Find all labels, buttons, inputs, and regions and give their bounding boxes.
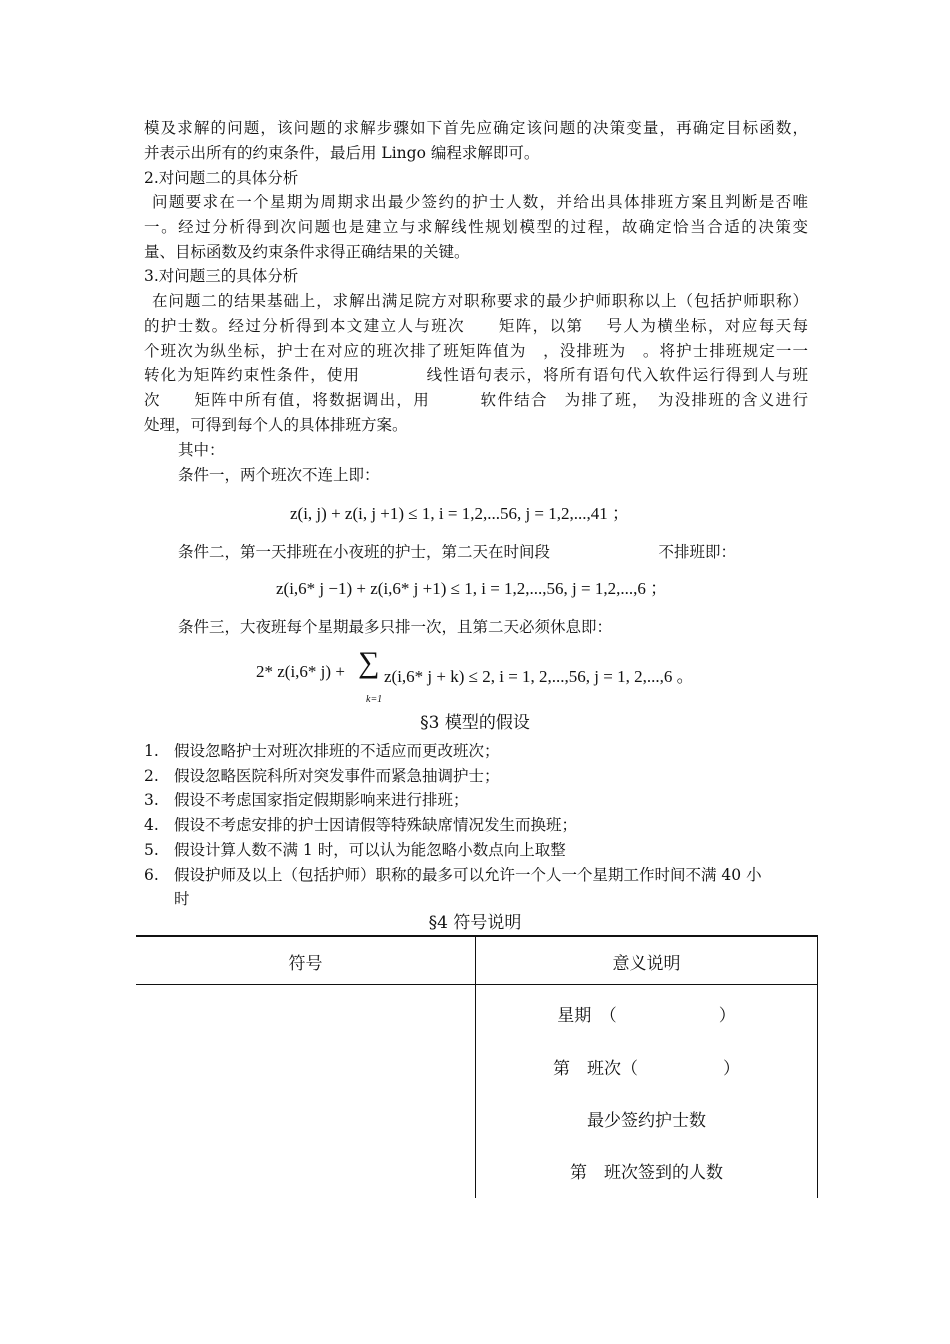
sec3-line3: 个班次为纵坐标，护士在对应的班次排了班矩阵值为 ，没排班为 。将护士排班规定一一 (144, 342, 808, 360)
table-right-border (817, 936, 818, 1198)
table-header-meaning: 意义说明 (612, 954, 681, 974)
assumption-item (144, 863, 762, 887)
assumption-item (144, 788, 469, 812)
formula-2: z(i,6* j −1) + z(i,6* j +1) ≤ 1, i = 1,2,...,56, j = 1,2,...,6 ； (276, 579, 668, 598)
sec2-line3: 量、目标函数及约束条件求得正确结果的关键。 (144, 243, 470, 261)
table-header-rule (136, 984, 818, 985)
item-text: 假设不考虑安排的护士因请假等特殊缺席情况发生而换班； (174, 816, 578, 834)
assumption-item (144, 764, 500, 788)
para1-line2: 并表示出所有的约束条件，最后用 Lingo 编程求解即可。 (144, 144, 540, 162)
item-number: 5. (144, 841, 159, 859)
sec3-line1: 在问题二的结果基础上，求解出满足院方对职称要求的最少护师职称以上（包括护师职称） (152, 292, 808, 310)
assumptions-heading: §3 模型的假设 (420, 713, 530, 733)
sec3-heading: 3.对问题三的具体分析 (144, 267, 299, 285)
formula-3-left: 2* z(i,6* j) + (256, 662, 345, 681)
item-text: 假设忽略医院科所对突发事件而紧急抽调护士； (174, 767, 500, 785)
assumption-item (144, 739, 500, 763)
table-row: 第 班次签到的人数 (570, 1163, 723, 1183)
formula-3-right: z(i,6* j + k) ≤ 2, i = 1, 2,...,56, j = 1, 2,...,6 。 (384, 667, 694, 686)
sec3-cond1: 条件一，两个班次不连上即： (178, 466, 380, 484)
item-number: 4. (144, 816, 159, 834)
summation-index: k=1 (366, 694, 383, 705)
sec3-line4: 转化为矩阵约束性条件，使用 线性语句表示，将所有语句代入软件运行得到人与班 (144, 366, 808, 384)
sec3-line6: 处理，可得到每个人的具体排班方案。 (144, 416, 408, 434)
item-number: 3. (144, 791, 159, 809)
table-top-rule (136, 935, 818, 937)
para1-line1: 模及求解的问题，该问题的求解步骤如下首先应确定该问题的决策变量，再确定目标函数， (144, 119, 808, 137)
symbols-heading: §4 符号说明 (428, 913, 522, 933)
sec3-cond3: 条件三，大夜班每个星期最多只排一次，且第二天必须休息即： (178, 618, 613, 636)
sec3-line2: 的护士数。经过分析得到本文建立人与班次 矩阵，以第 号人为横坐标，对应每天每 (144, 317, 808, 335)
summation-symbol: ∑ (358, 646, 380, 679)
sec2-line1: 问题要求在一个星期为周期求出最少签约的护士人数，并给出具体排班方案且判断是否唯 (152, 193, 808, 211)
assumption-item (144, 838, 566, 862)
item-number: 1. (144, 742, 159, 760)
item-text: 假设忽略护士对班次排班的不适应而更改班次； (174, 742, 500, 760)
table-row: 星期 （ ） (557, 1006, 736, 1026)
table-row: 最少签约护士数 (587, 1111, 706, 1131)
assumption-item-6-continued: 时 (174, 890, 190, 908)
sec2-heading: 2.对问题二的具体分析 (144, 169, 299, 187)
sec3-among: 其中： (178, 441, 225, 459)
sec2-line2: 一。经过分析得到次问题也是建立与求解线性规划模型的过程，故确定恰当合适的决策变 (144, 218, 808, 236)
item-number: 6. (144, 866, 159, 884)
item-number: 2. (144, 767, 159, 785)
table-header-symbol: 符号 (288, 954, 323, 974)
table-row: 第 班次（ ） (553, 1059, 740, 1079)
item-text: 假设护师及以上（包括护师）职称的最多可以允许一个人一个星期工作时间不满 40 小 (174, 866, 762, 884)
sec3-line5: 次 矩阵中所有值，将数据调出，用 软件结合 为排了班， 为没排班的含义进行 (144, 391, 808, 409)
item-text: 假设计算人数不满 1 时，可以认为能忽略小数点向上取整 (174, 841, 566, 859)
formula-1: z(i, j) + z(i, j +1) ≤ 1, i = 1,2,...56, j = 1,2,...,41 ； (290, 504, 630, 523)
assumption-item (144, 813, 577, 837)
sec3-cond2: 条件二，第一天排班在小夜班的护士，第二天在时间段 不排班即： (178, 543, 737, 561)
item-text: 假设不考虑国家指定假期影响来进行排班； (174, 791, 469, 809)
